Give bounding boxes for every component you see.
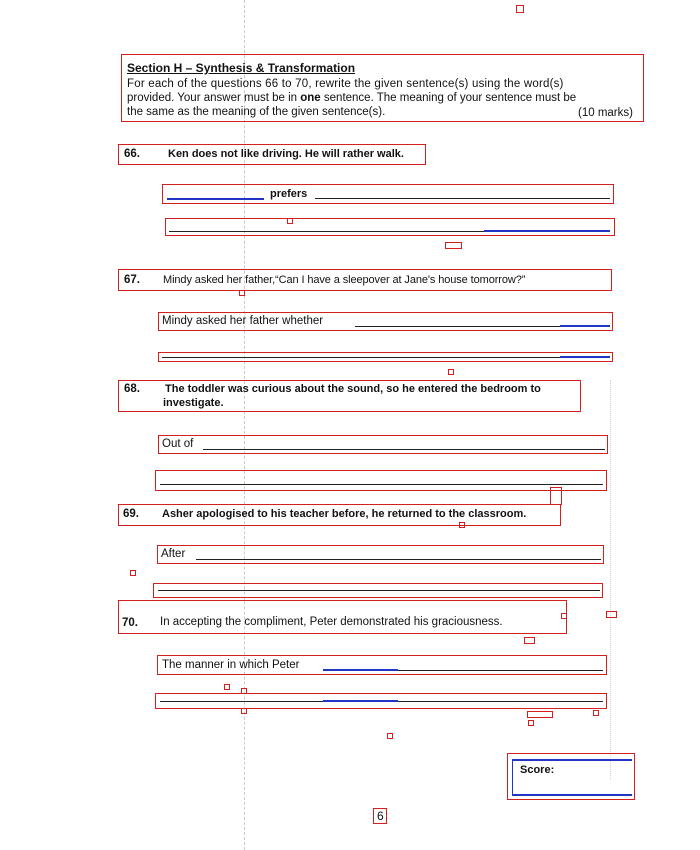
answer-66-blank-end [315, 198, 610, 199]
scan-speck [130, 570, 136, 576]
question-68-stem-line-1: The toddler was curious about the sound, so he entered the bedroom to [165, 383, 541, 395]
marks-label: (10 marks) [578, 107, 633, 119]
scan-speck [239, 290, 245, 296]
instructions-line-2-pre: provided. Your answer must be in [127, 92, 301, 104]
score-box-bottom-edge [512, 794, 632, 796]
question-68-stem-line-2: investigate. [163, 397, 224, 409]
page-dotted-guide [610, 380, 611, 780]
answer-68-line-2[interactable] [155, 470, 607, 491]
answer-67-prompt: Mindy asked her father whether [162, 315, 324, 327]
answer-67-blank-ink [560, 325, 610, 327]
answer-66-line-1[interactable] [162, 184, 614, 204]
answer-68-rule-2 [160, 484, 603, 485]
instructions-emphasis: one [300, 92, 321, 104]
answer-68-prompt: Out of [162, 438, 194, 450]
scan-speck [224, 684, 230, 690]
question-67-number: 67. [124, 274, 140, 286]
answer-68-line-1[interactable] [158, 435, 608, 454]
page-fold-line [244, 0, 245, 850]
instructions-line-1: For each of the questions 66 to 70, rewrite the given sentence(s) using the word(s) [127, 78, 564, 90]
answer-70-rule-2-ink [323, 700, 398, 702]
question-69-number: 69. [123, 508, 139, 520]
scan-speck [593, 710, 599, 716]
scan-speck [445, 242, 462, 249]
answer-67-rule-2-ink [560, 356, 610, 358]
scan-speck [241, 708, 247, 714]
answer-69-line-1[interactable] [157, 545, 604, 564]
page-number: 6 [377, 809, 384, 823]
scan-speck [287, 218, 293, 224]
answer-69-blank [196, 559, 601, 560]
score-label: Score: [520, 764, 555, 776]
score-box-left-edge [512, 759, 513, 794]
scan-speck [448, 369, 454, 375]
score-box-top-edge [512, 759, 632, 761]
question-68-number: 68. [124, 383, 140, 395]
answer-66-prompt: prefers [270, 188, 308, 200]
instructions-line-2-post: sentence. The meaning of your sentence must be [320, 92, 577, 104]
scan-speck [516, 5, 524, 13]
answer-68-blank [203, 449, 605, 450]
scan-speck [387, 733, 393, 739]
answer-70-prompt: The manner in which Peter [162, 659, 300, 671]
scan-speck [528, 720, 534, 726]
instructions-line-3: the same as the meaning of the given sentence(s). [127, 106, 386, 118]
answer-67-rule-2 [162, 357, 610, 358]
answer-66-blank-start [167, 198, 264, 200]
answer-70-blank-ink [323, 669, 398, 671]
answer-66-line-2[interactable] [165, 218, 615, 236]
scan-speck [459, 522, 465, 528]
instructions-line-2 [127, 91, 576, 105]
answer-69-rule-2 [158, 590, 600, 591]
question-69-stem: Asher apologised to his teacher before, he returned to the classroom. [162, 508, 527, 520]
question-70-stem: In accepting the compliment, Peter demonstrated his graciousness. [160, 616, 503, 628]
scan-speck [524, 637, 535, 644]
question-67-stem: Mindy asked her father,“Can I have a sleepover at Jane's house tomorrow?” [163, 274, 526, 286]
section-title: Section H – Synthesis & Transformation [127, 61, 356, 75]
scan-speck [606, 611, 617, 618]
scan-speck [550, 487, 562, 505]
question-66-number: 66. [124, 148, 140, 160]
answer-66-rule-2-ink [484, 230, 610, 232]
scan-speck [561, 613, 567, 619]
question-66-stem: Ken does not like driving. He will rather walk. [168, 148, 404, 160]
scan-speck [527, 711, 553, 718]
question-70-number: 70. [122, 617, 138, 629]
answer-69-prompt: After [161, 548, 186, 560]
